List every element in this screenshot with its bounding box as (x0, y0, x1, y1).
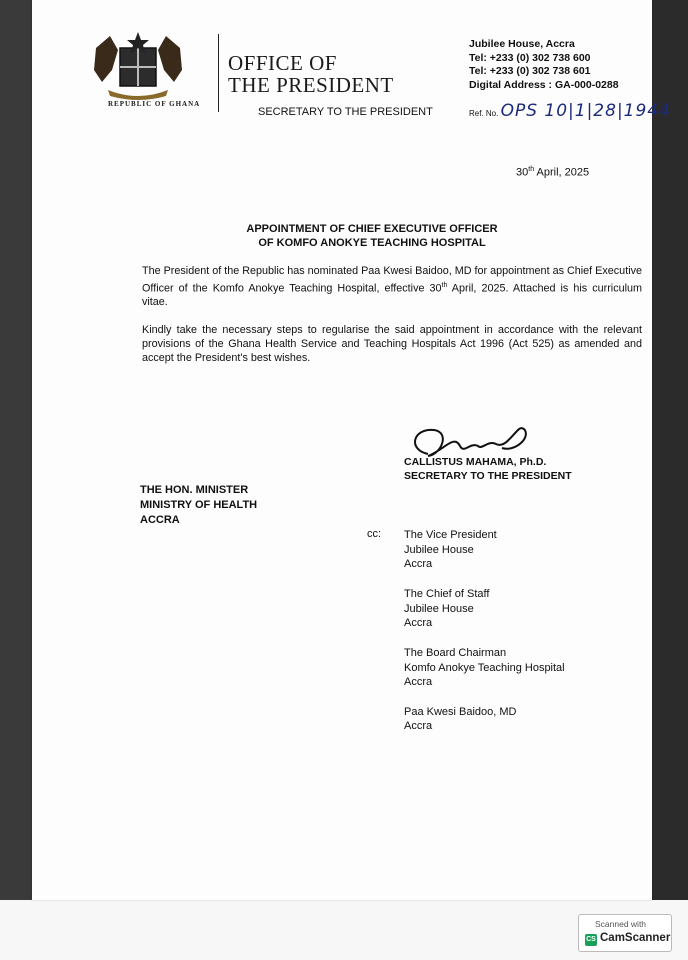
cc-list (404, 528, 565, 749)
signatory (404, 455, 572, 483)
cc-entry: Paa Kwesi Baidoo, MD Accra (404, 705, 517, 733)
digital-address: Digital Address : GA-000-0288 (469, 78, 619, 91)
signer-name: CALLISTUS MAHAMA, Ph.D. (404, 456, 547, 468)
cc-label: cc: (367, 528, 382, 540)
telephone-1: Tel: +233 (0) 302 738 600 (469, 51, 591, 64)
ref-label: Ref. No. (469, 109, 499, 118)
republic-of-ghana-label: REPUBLIC OF GHANA (108, 100, 201, 108)
body-paragraph-2: Kindly take the necessary steps to regularise the said appointment in accordance with the relevant provisions of the Ghana Health Service and Teaching Hospitals Act 1996 (Act 525) as amended and accept the President's best wishes. (142, 324, 642, 364)
office-title: OFFICE OF THE PRESIDENT (228, 51, 394, 97)
contact-block (469, 38, 619, 92)
body-paragraph-1: The President of the Republic has nominated Paa Kwesi Baidoo, MD for appointment as Chief Executive Officer of the Komfo Anokye Teaching Hospital, effective 30th April, 2025. Attached is his curriculum vitae. (142, 265, 642, 309)
cc-entry: The Vice President Jubilee House Accra (404, 529, 497, 571)
letter-date: 30th April, 2025 (516, 166, 590, 179)
scanned-with-label: Scanned with (595, 919, 647, 929)
cc-entry: The Chief of Staff Jubilee House Accra (404, 587, 490, 630)
telephone-2: Tel: +233 (0) 302 738 601 (469, 65, 591, 77)
letter-subject: APPOINTMENT OF CHIEF EXECUTIVE OFFICER OF KOMFO ANOKYE TEACHING HOSPITAL (246, 223, 498, 249)
address-line: Jubilee House, Accra (469, 38, 575, 50)
ghana-coat-of-arms-icon (88, 30, 188, 102)
camscanner-logo-icon: CS (585, 934, 597, 946)
signer-title: SECRETARY TO THE PRESIDENT (404, 470, 572, 482)
department-label: SECRETARY TO THE PRESIDENT (258, 106, 433, 118)
cc-entry: The Board Chairman Komfo Anokye Teaching Hospital Accra (404, 646, 565, 689)
letterhead-divider (218, 34, 219, 112)
handwritten-ref: OPS 10|1|28|1944 (500, 101, 671, 121)
addressee-block: THE HON. MINISTER MINISTRY OF HEALTH ACCRA (140, 484, 258, 526)
reference-number (469, 101, 671, 121)
dark-background-edge (652, 0, 688, 960)
camscanner-name: CamScanner (600, 932, 671, 944)
camscanner-watermark (578, 914, 672, 952)
letter-page (32, 0, 671, 900)
